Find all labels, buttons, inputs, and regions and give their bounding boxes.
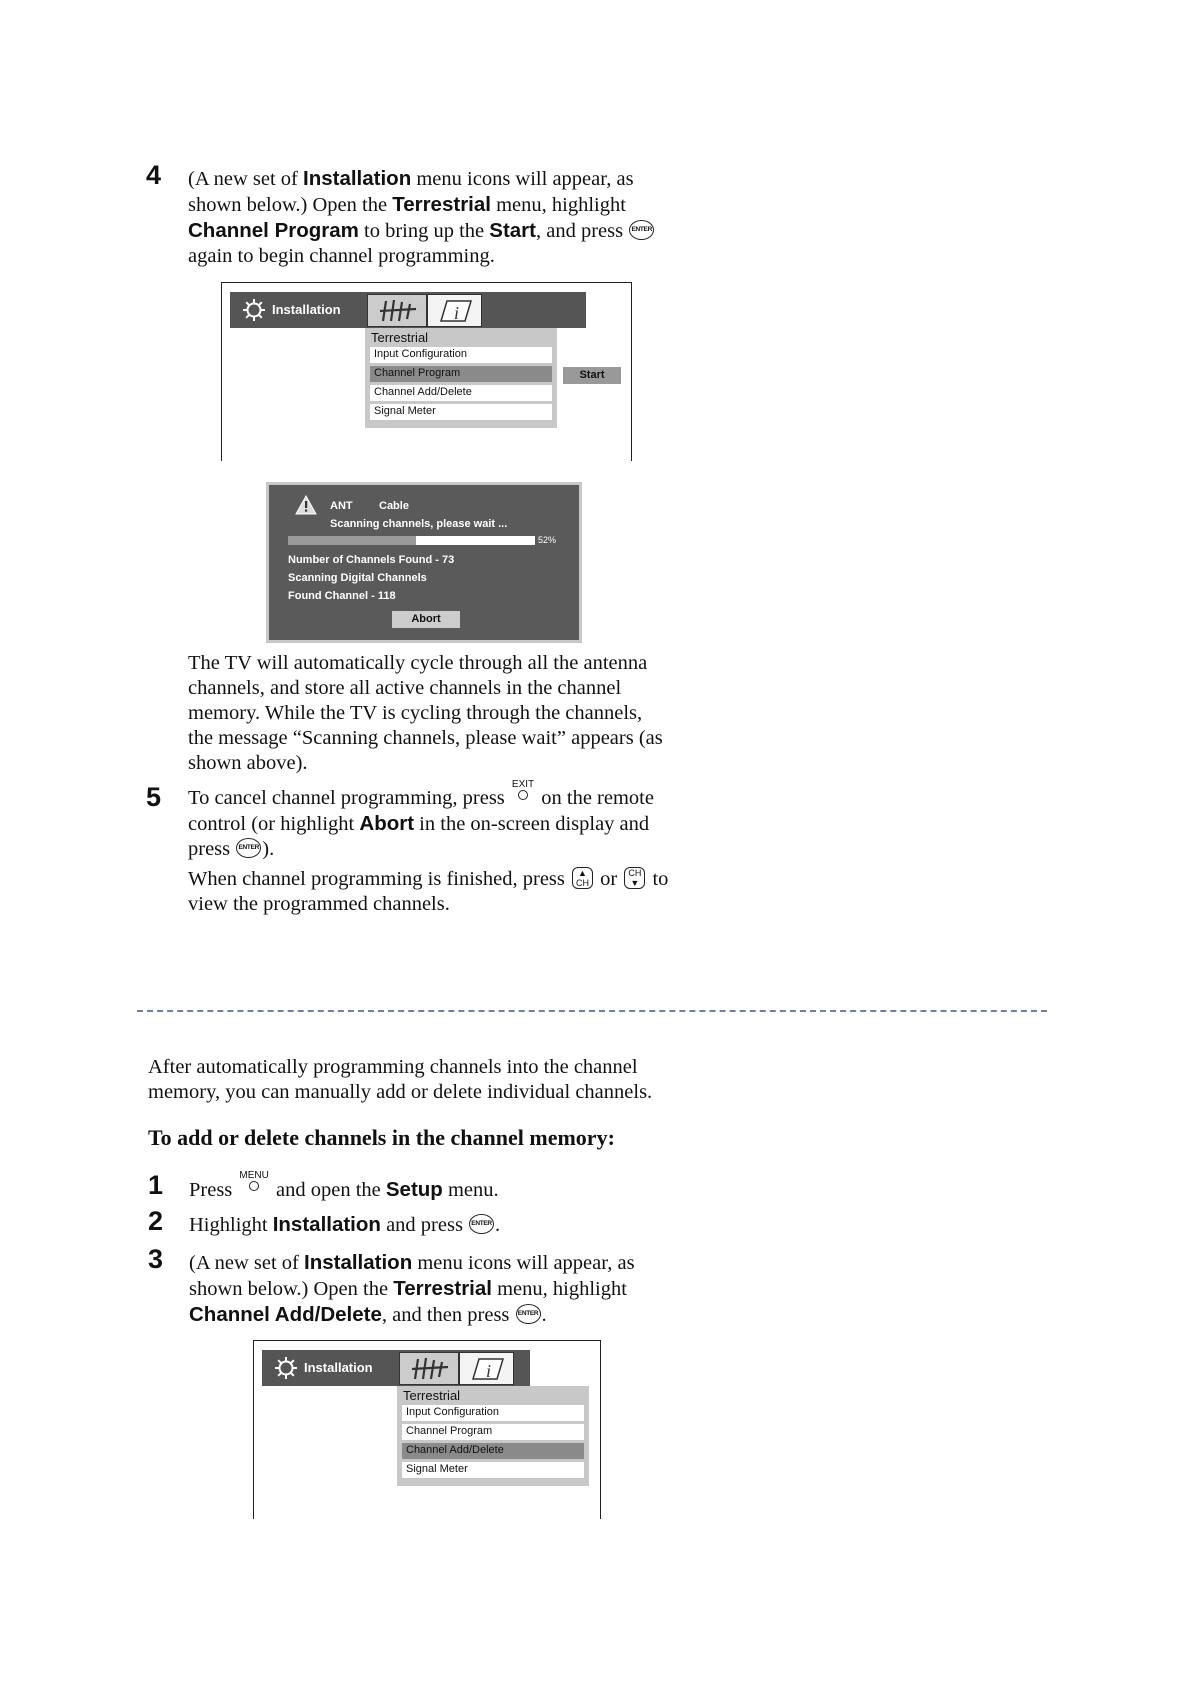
terrestrial-submenu	[397, 1386, 589, 1486]
menu-key-icon: MENU	[239, 1171, 268, 1191]
menu-item-input-configuration[interactable]: Input Configuration	[402, 1405, 584, 1421]
enter-key-icon: ENTER	[516, 1304, 541, 1324]
progress-bar-fill	[288, 536, 416, 545]
step-5-text: To cancel channel programming, press EXIT on the remote control (or highlight Abort in the on-screen display and press ENTER ). When channel programming is finished, press ▲ CH or CH ▼ to view the programmed channels.	[188, 779, 669, 915]
cycle-paragraph: The TV will automatically cycle through all the antenna channels, and store all active channels in the channel memory. While the TV is cycling through the channels, the message “Scanning channels, please wait” appears (as shown above).	[188, 652, 663, 774]
enter-key-icon: ENTER	[469, 1214, 494, 1234]
channel-down-key-icon: CH ▼	[624, 867, 645, 889]
step-number: 2	[148, 1206, 164, 1236]
step-number: 5	[146, 782, 162, 812]
submenu-title: Terrestrial	[403, 1388, 461, 1403]
ant-label: ANT	[330, 500, 353, 512]
menu-item-signal-meter[interactable]: Signal Meter	[370, 404, 552, 420]
info-icon	[435, 297, 475, 325]
info-icon	[467, 1355, 507, 1383]
scanning-digital-text: Scanning Digital Channels	[288, 572, 427, 584]
menu-item-channel-add-delete[interactable]: Channel Add/Delete	[370, 385, 552, 401]
intro-paragraph: After automatically programming channels into the channel memory, you can manually add or delete individual channels.	[148, 1056, 653, 1103]
menu-item-channel-program[interactable]: Channel Program	[402, 1424, 584, 1440]
cable-label: Cable	[379, 500, 409, 512]
enter-key-icon: ENTER	[236, 838, 261, 858]
step-number: 3	[148, 1244, 164, 1274]
scanning-dialog	[266, 482, 582, 643]
start-button[interactable]: Start	[563, 367, 621, 384]
svg-text:i: i	[454, 303, 460, 323]
abort-button[interactable]: Abort	[392, 611, 460, 628]
step-2-text: Highlight Installation and press ENTER .	[189, 1213, 501, 1236]
submenu-title: Terrestrial	[371, 330, 429, 345]
gear-icon	[242, 298, 266, 322]
installation-bar	[230, 292, 586, 328]
warning-icon	[295, 495, 317, 515]
menu-item-signal-meter[interactable]: Signal Meter	[402, 1462, 584, 1478]
antenna-icon	[408, 1355, 452, 1383]
scan-message: Scanning channels, please wait ...	[330, 518, 508, 530]
installation-menu-screenshot	[221, 282, 632, 461]
menu-item-channel-program[interactable]: Channel Program	[370, 366, 552, 382]
found-channel-text: Found Channel - 118	[288, 590, 396, 602]
antenna-tab[interactable]	[367, 294, 427, 327]
step-number: 1	[148, 1170, 164, 1200]
exit-key-icon: EXIT	[512, 780, 534, 800]
info-tab[interactable]	[427, 294, 482, 327]
progress-percent: 52%	[538, 535, 557, 545]
installation-title: Installation	[272, 302, 341, 317]
menu-item-input-configuration[interactable]: Input Configuration	[370, 347, 552, 363]
channels-found-text: Number of Channels Found - 73	[288, 554, 455, 566]
installation-menu-screenshot-2	[253, 1340, 601, 1519]
section-divider	[137, 1010, 1047, 1012]
step-number: 4	[146, 160, 162, 190]
step-4-text: (A new set of Installation menu icons will appear, as shown below.) Open the Terrestrial menu, highlight Channel Program to bring up the Start, and press ENTER again to begin channel programming.	[188, 166, 748, 269]
step-3-text: (A new set of Installation menu icons will appear, as shown below.) Open the Terrestrial menu, highlight Channel Add/Delete, and then press ENTER .	[189, 1251, 635, 1326]
channel-up-key-icon: ▲ CH	[572, 867, 593, 889]
step-1-text: Press MENU and open the Setup menu.	[189, 1170, 499, 1201]
antenna-icon	[376, 297, 420, 325]
terrestrial-submenu	[365, 328, 557, 428]
svg-text:i: i	[486, 1361, 492, 1381]
info-tab[interactable]	[459, 1352, 514, 1385]
installation-title: Installation	[304, 1360, 373, 1375]
antenna-tab[interactable]	[399, 1352, 459, 1385]
installation-bar	[262, 1350, 530, 1386]
menu-item-channel-add-delete[interactable]: Channel Add/Delete	[402, 1443, 584, 1459]
enter-key-icon: ENTER	[629, 220, 654, 240]
progress-bar	[288, 536, 535, 545]
section-heading: To add or delete channels in the channel memory:	[148, 1125, 615, 1150]
gear-icon	[274, 1356, 298, 1380]
